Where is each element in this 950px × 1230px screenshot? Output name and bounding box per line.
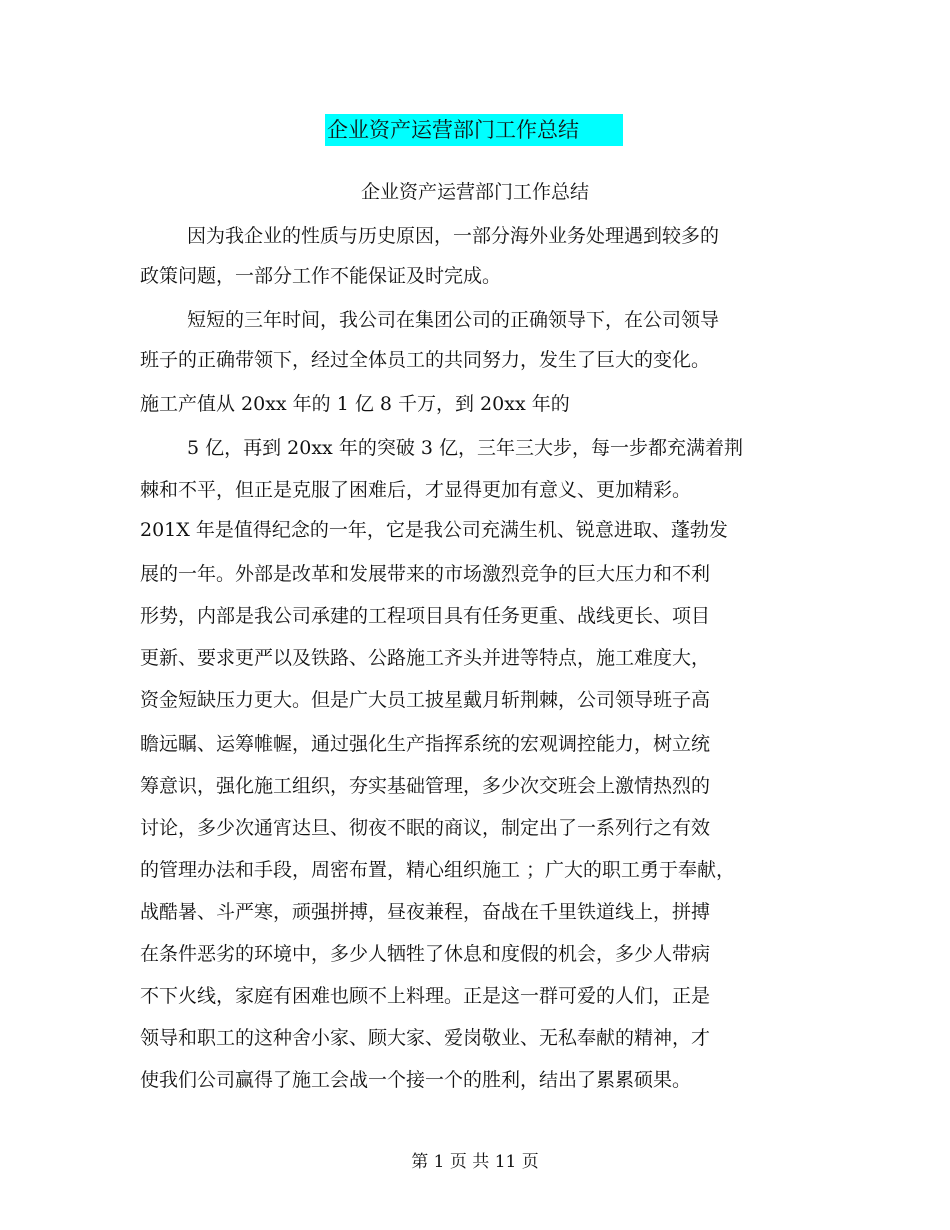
body-line: 瞻远瞩、运筹帷幄，通过强化生产指挥系统的宏观调控能力，树立统 bbox=[140, 733, 711, 755]
body-line: 领导和职工的这种舍小家、顾大家、爱岗敬业、无私奉献的精神，才 bbox=[140, 1027, 711, 1049]
body-line: 筹意识，强化施工组织，夯实基础管理，多少次交班会上激情热烈的 bbox=[140, 775, 711, 797]
document-subtitle: 企业资产运营部门工作总结 bbox=[360, 181, 589, 203]
document-title-text: 企业资产运营部门工作总结 bbox=[327, 118, 579, 142]
body-line: 展的一年。外部是改革和发展带来的市场激烈竞争的巨大压力和不利 bbox=[140, 563, 711, 585]
body-line: 政策问题，一部分工作不能保证及时完成。 bbox=[140, 265, 502, 287]
document-title bbox=[325, 114, 623, 146]
body-line: 5 亿，再到 20xx 年的突破 3 亿，三年三大步，每一步都充满着荆 bbox=[187, 437, 743, 459]
body-line: 讨论，多少次通宵达旦、彻夜不眠的商议，制定出了一系列行之有效 bbox=[140, 817, 711, 839]
body-line: 资金短缺压力更大。但是广大员工披星戴月斩荆棘，公司领导班子高 bbox=[140, 689, 711, 711]
body-line: 201X 年是值得纪念的一年，它是我公司充满生机、锐意进取、蓬勃发 bbox=[140, 519, 728, 541]
body-line: 不下火线，家庭有困难也顾不上料理。正是这一群可爱的人们，正是 bbox=[140, 985, 711, 1007]
body-line: 因为我企业的性质与历史原因，一部分海外业务处理遇到较多的 bbox=[187, 225, 720, 247]
body-line: 的管理办法和手段，周密布置，精心组织施工 ；广大的职工勇于奉献， bbox=[140, 859, 736, 881]
body-line: 短短的三年时间，我公司在集团公司的正确领导下，在公司领导 bbox=[187, 309, 720, 331]
body-line: 形势，内部是我公司承建的工程项目具有任务更重、战线更长、项目 bbox=[140, 605, 711, 627]
body-line: 施工产值从 20xx 年的 1 亿 8 千万，到 20xx 年的 bbox=[140, 393, 570, 415]
body-line: 在条件恶劣的环境中，多少人牺牲了休息和度假的机会，多少人带病 bbox=[140, 943, 711, 965]
body-line: 使我们公司赢得了施工会战一个接一个的胜利，结出了累累硕果。 bbox=[140, 1069, 692, 1091]
body-line: 更新、要求更严以及铁路、公路施工齐头并进等特点，施工难度大， bbox=[140, 647, 711, 669]
body-line: 战酷暑、斗严寒，顽强拼搏，昼夜兼程，奋战在千里铁道线上，拼搏 bbox=[140, 901, 711, 923]
page-number-footer: 第 1 页 共 11 页 bbox=[411, 1152, 539, 1172]
body-line: 班子的正确带领下，经过全体员工的共同努力，发生了巨大的变化。 bbox=[140, 349, 711, 371]
body-line: 棘和不平，但正是克服了困难后，才显得更加有意义、更加精彩。 bbox=[140, 479, 692, 501]
